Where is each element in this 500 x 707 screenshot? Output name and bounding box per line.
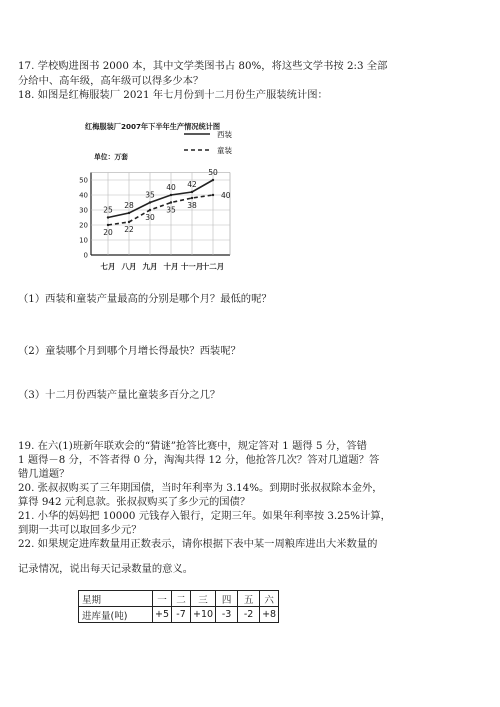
q17-line-2: 分给中、高年级，高年级可以得多少本？ <box>18 75 204 87</box>
line-chart <box>70 113 270 278</box>
table-day-cell: 二 <box>172 591 191 607</box>
data-point <box>107 216 109 218</box>
q22-line-1: 22. 如果规定进库数量用正数表示，请你根据下表中某一周粮库进出大米数量的 <box>18 538 378 550</box>
data-label: 22 <box>124 225 134 234</box>
q20-line-1: 20. 张叔叔购买了三年期国债，当时年利率为 3.14%。到期时张叔叔除本金外， <box>18 482 383 494</box>
data-label: 40 <box>166 183 176 192</box>
y-tick-label: 0 <box>83 251 88 260</box>
table-header-row <box>79 591 279 607</box>
table-value-cell: +5 <box>153 607 172 623</box>
chart-title: 红梅服装厂2007年下半年生产情况统计图 <box>85 122 221 131</box>
table-day-cell: 三 <box>191 591 216 607</box>
table-value-cell: +10 <box>191 607 216 623</box>
chart-unit-label: 单位：万套 <box>94 153 128 161</box>
data-label: 30 <box>145 213 155 222</box>
q21-line-1: 21. 小华的妈妈把 10000 元钱存入银行，定期三年。如果年利率按 3.25%计算， <box>18 510 391 522</box>
table-row-label: 进库量(吨) <box>79 607 153 623</box>
data-point <box>191 191 193 193</box>
x-tick-label: 十二月 <box>201 262 225 271</box>
data-point <box>149 209 151 211</box>
legend-label-tongzhuang: 童装 <box>217 146 232 155</box>
x-tick-label: 七月 <box>100 262 116 271</box>
data-point <box>191 197 193 199</box>
data-point <box>149 201 151 203</box>
chart-svg <box>70 113 270 278</box>
table-day-cell: 一 <box>153 591 172 607</box>
data-point <box>128 212 130 214</box>
table-value-cell: -2 <box>238 607 260 623</box>
y-tick-label: 40 <box>79 191 88 200</box>
table-day-cell: 四 <box>216 591 238 607</box>
x-tick-label: 九月 <box>142 262 158 271</box>
table-value-cell: +8 <box>260 607 279 623</box>
legend-label-xizhuang: 西装 <box>217 130 232 139</box>
q18-line-1: 18. 如图是红梅服装厂 2021 年七月份到十二月份生产服装统计图： <box>18 89 328 101</box>
data-point <box>107 224 109 226</box>
data-label: 35 <box>145 190 155 200</box>
data-label: 25 <box>103 205 113 215</box>
series-line-xizhuang <box>108 180 213 218</box>
data-point <box>212 179 214 181</box>
q18-sub-3: （3）十二月份西装产量比童装多百分之几？ <box>18 389 221 401</box>
q17-line-1: 17. 学校购进图书 2000 本，其中文学类图书占 80%，将这些文学书按 2:3 全部 <box>18 60 388 72</box>
x-tick-label: 十月 <box>163 262 179 271</box>
q21-line-2: 到期一共可以取回多少元？ <box>18 524 142 536</box>
data-label: 20 <box>103 228 113 237</box>
data-label: 35 <box>166 205 176 215</box>
data-label: 40 <box>221 191 231 200</box>
data-label: 38 <box>187 201 197 210</box>
table-value-cell: -3 <box>216 607 238 623</box>
data-point <box>128 221 130 223</box>
q20-line-2: 算得 942 元利息款。张叔叔购买了多少元的国债？ <box>18 496 251 508</box>
table-day-cell: 六 <box>260 591 279 607</box>
record-table <box>78 590 279 623</box>
data-label: 50 <box>208 168 218 177</box>
q18-sub-1: （1）西装和童装产量最高的分别是哪个月？最低的呢？ <box>18 293 272 305</box>
data-point <box>170 194 172 196</box>
table-header-label: 星期 <box>79 591 153 607</box>
q19-line-3: 错几道题？ <box>18 468 70 480</box>
data-point <box>170 201 172 203</box>
data-point <box>212 194 214 196</box>
x-tick-label: 八月 <box>121 262 137 271</box>
table-row <box>79 607 279 623</box>
table-day-cell: 五 <box>238 591 260 607</box>
q18-sub-2: （2）童装哪个月到哪个月增长得最快？西装呢？ <box>18 345 241 357</box>
y-tick-label: 50 <box>79 176 88 185</box>
x-tick-label: 十一月 <box>180 262 204 271</box>
data-label: 28 <box>124 201 134 210</box>
y-tick-label: 20 <box>79 221 88 230</box>
y-tick-label: 30 <box>79 206 88 215</box>
q19-line-2: 1 题得－8 分，不答者得 0 分，淘淘共得 12 分，他抢答几次？答对几道题？答 <box>18 454 380 466</box>
table-value-cell: -7 <box>172 607 191 623</box>
y-tick-label: 10 <box>79 236 88 245</box>
data-label: 42 <box>187 180 197 189</box>
q19-line-1: 19. 在六(1)班新年联欢会的“猜谜”抢答比赛中，规定答对 1 题得 5 分，答错 <box>18 440 367 452</box>
q22-line-2: 记录情况，说出每天记录数量的意义。 <box>18 563 194 575</box>
